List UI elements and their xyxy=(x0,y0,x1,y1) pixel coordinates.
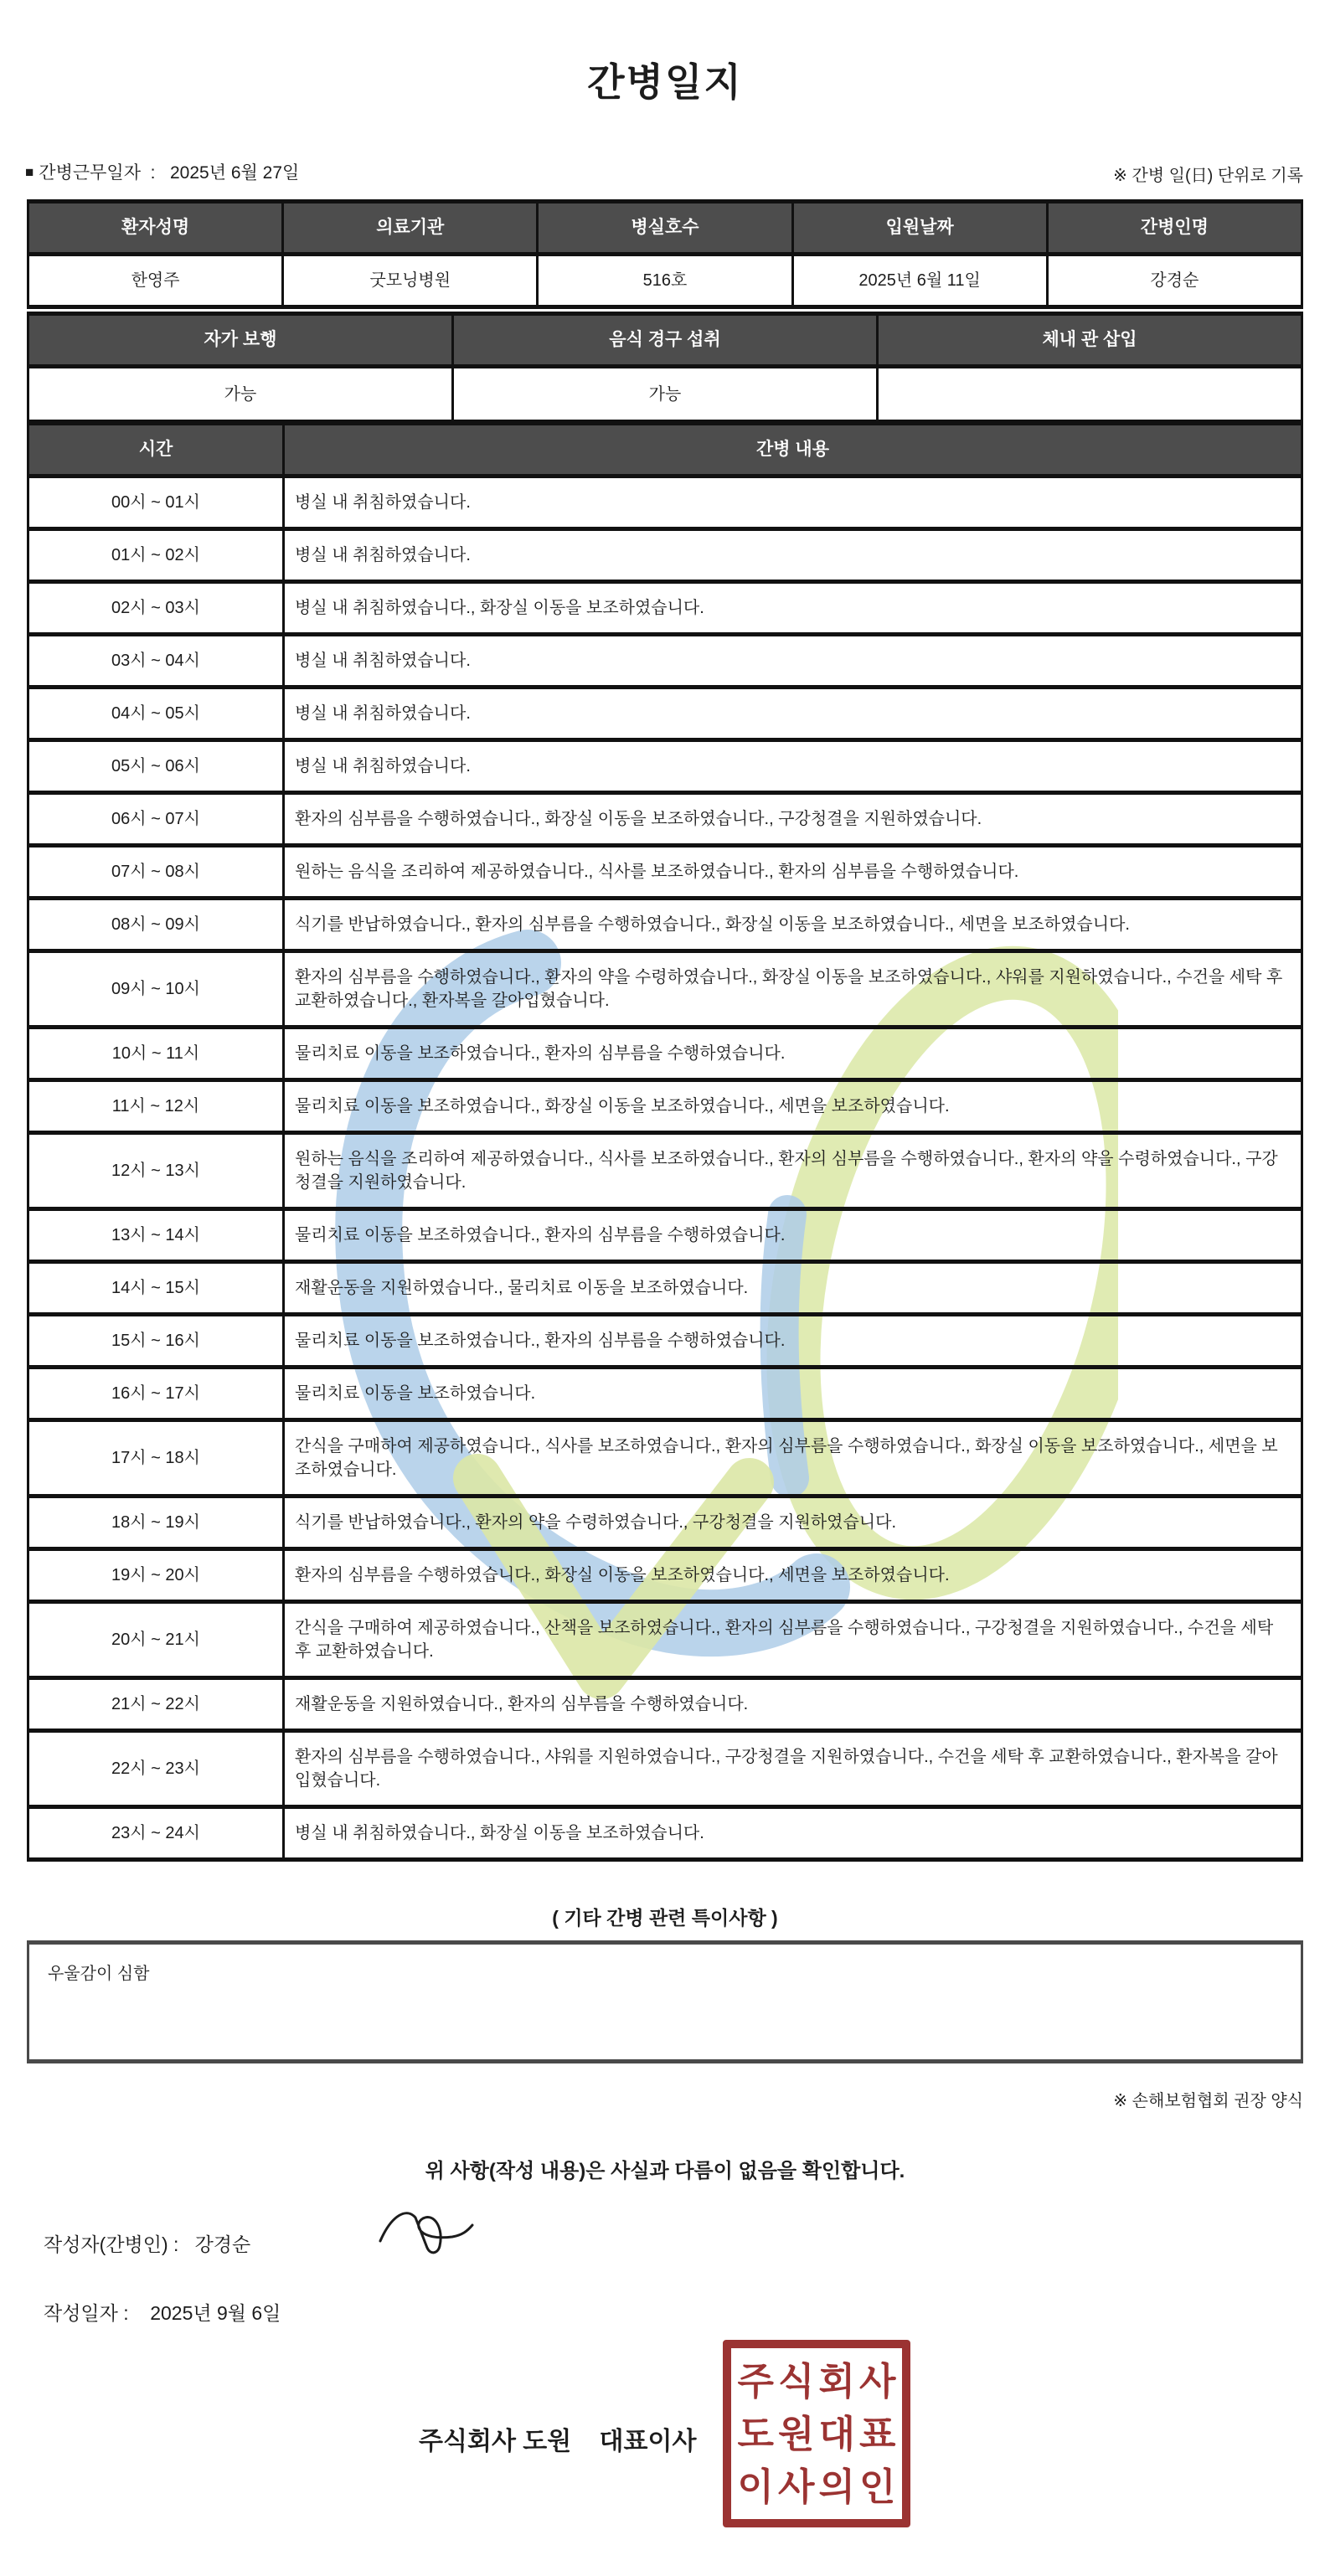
care-content-cell: 재활운동을 지원하였습니다., 물리치료 이동을 보조하였습니다. xyxy=(284,1262,1302,1315)
care-time-cell: 21시 ~ 22시 xyxy=(28,1678,284,1731)
patient-info-value-row xyxy=(28,255,1302,307)
care-content-cell: 물리치료 이동을 보조하였습니다., 환자의 심부름을 수행하였습니다. xyxy=(284,1209,1302,1262)
care-row-21 xyxy=(28,1678,1302,1731)
care-row-19 xyxy=(28,1549,1302,1602)
care-time-cell: 05시 ~ 06시 xyxy=(28,740,284,793)
special-notes-heading: ( 기타 간병 관련 특이사항 ) xyxy=(552,1907,778,1929)
care-content-cell: 간식을 구매하여 제공하였습니다., 식사를 보조하였습니다., 환자의 심부름을 수행하였습니다., 화장실 이동을 보조하였습니다., 세면을 보조하였습니다. xyxy=(284,1420,1302,1497)
care-log-header-row xyxy=(28,424,1302,477)
care-time-cell: 23시 ~ 24시 xyxy=(28,1807,284,1860)
self-walking-value: 가능 xyxy=(28,367,453,422)
medical-institution-value: 굿모닝병원 xyxy=(283,255,538,307)
care-row-16 xyxy=(28,1368,1302,1420)
seal-line-2: 도원대표 xyxy=(737,2412,900,2455)
care-content-cell: 물리치료 이동을 보조하였습니다., 환자의 심부름을 수행하였습니다. xyxy=(284,1315,1302,1368)
tube-insertion-value xyxy=(878,367,1302,422)
col-header-oral-intake: 음식 경구 섭취 xyxy=(453,314,878,367)
company-ceo-line: 주식회사 도원 대표이사 xyxy=(419,2428,697,2455)
square-bullet-icon: ■ xyxy=(25,164,34,180)
care-time-cell: 13시 ~ 14시 xyxy=(28,1209,284,1262)
col-header-self-walking: 자가 보행 xyxy=(28,314,453,367)
care-time-cell: 11시 ~ 12시 xyxy=(28,1080,284,1133)
care-row-06 xyxy=(28,793,1302,846)
care-row-13 xyxy=(28,1209,1302,1262)
care-time-cell: 00시 ~ 01시 xyxy=(28,477,284,529)
care-work-date-text: 간병근무일자 : 2025년 6월 27일 xyxy=(39,163,300,183)
care-row-12 xyxy=(28,1133,1302,1209)
care-content-cell: 병실 내 취침하였습니다. xyxy=(284,740,1302,793)
care-content-cell: 환자의 심부름을 수행하였습니다., 샤워를 지원하였습니다., 구강청결을 지원하였습니다., 수건을 세탁 후 교환하였습니다., 환자복을 갈아입혔습니다. xyxy=(284,1731,1302,1807)
special-notes-box xyxy=(27,1940,1303,2063)
record-unit-note: ※ 간병 일(日) 단위로 기록 xyxy=(1113,167,1303,185)
care-row-01 xyxy=(28,529,1302,582)
care-content-cell: 원하는 음식을 조리하여 제공하였습니다., 식사를 보조하였습니다., 환자의 심부름을 수행하였습니다., 환자의 약을 수령하였습니다., 구강청결을 지원하였습니다. xyxy=(284,1133,1302,1209)
col-header-tube-insertion: 체내 관 삽입 xyxy=(878,314,1302,367)
col-header-medical-institution: 의료기관 xyxy=(283,202,538,255)
care-content-cell: 병실 내 취침하였습니다. xyxy=(284,529,1302,582)
col-header-care-content: 간병 내용 xyxy=(284,424,1302,477)
patient-status-value-row xyxy=(28,367,1302,422)
care-row-00 xyxy=(28,477,1302,529)
care-time-cell: 01시 ~ 02시 xyxy=(28,529,284,582)
care-time-cell: 15시 ~ 16시 xyxy=(28,1315,284,1368)
care-content-cell: 병실 내 취침하였습니다. xyxy=(284,635,1302,688)
care-content-cell: 환자의 심부름을 수행하였습니다., 화장실 이동을 보조하였습니다., 세면을 보조하였습니다. xyxy=(284,1549,1302,1602)
care-row-22 xyxy=(28,1731,1302,1807)
care-content-cell: 재활운동을 지원하였습니다., 환자의 심부름을 수행하였습니다. xyxy=(284,1678,1302,1731)
col-header-caregiver-name: 간병인명 xyxy=(1047,202,1302,255)
care-time-cell: 10시 ~ 11시 xyxy=(28,1028,284,1080)
care-content-cell: 물리치료 이동을 보조하였습니다. xyxy=(284,1368,1302,1420)
care-row-05 xyxy=(28,740,1302,793)
care-row-08 xyxy=(28,899,1302,951)
care-content-cell: 환자의 심부름을 수행하였습니다., 화장실 이동을 보조하였습니다., 구강청결을 지원하였습니다. xyxy=(284,793,1302,846)
care-log-table xyxy=(27,421,1303,1862)
care-time-cell: 03시 ~ 04시 xyxy=(28,635,284,688)
care-row-03 xyxy=(28,635,1302,688)
care-row-07 xyxy=(28,846,1302,899)
care-content-cell: 식기를 반납하였습니다., 환자의 심부름을 수행하였습니다., 화장실 이동을 보조하였습니다., 세면을 보조하였습니다. xyxy=(284,899,1302,951)
care-time-cell: 22시 ~ 23시 xyxy=(28,1731,284,1807)
care-row-11 xyxy=(28,1080,1302,1133)
care-time-cell: 18시 ~ 19시 xyxy=(28,1497,284,1549)
care-time-cell: 12시 ~ 13시 xyxy=(28,1133,284,1209)
care-time-cell: 07시 ~ 08시 xyxy=(28,846,284,899)
care-time-cell: 04시 ~ 05시 xyxy=(28,688,284,740)
care-row-10 xyxy=(28,1028,1302,1080)
care-content-cell: 식기를 반납하였습니다., 환자의 약을 수령하였습니다., 구강청결을 지원하였습니다. xyxy=(284,1497,1302,1549)
care-content-cell: 원하는 음식을 조리하여 제공하였습니다., 식사를 보조하였습니다., 환자의 심부름을 수행하였습니다. xyxy=(284,846,1302,899)
confirmation-statement: 위 사항(작성 내용)은 사실과 다름이 없음을 확인합니다. xyxy=(425,2160,905,2182)
col-header-patient-name: 환자성명 xyxy=(28,202,283,255)
care-time-cell: 06시 ~ 07시 xyxy=(28,793,284,846)
care-content-cell: 병실 내 취침하였습니다. xyxy=(284,688,1302,740)
care-row-09 xyxy=(28,951,1302,1028)
care-content-cell: 환자의 심부름을 수행하였습니다., 환자의 약을 수령하였습니다., 화장실 이동을 보조하였습니다., 샤워를 지원하였습니다., 수건을 세탁 후 교환하였습니다., 환자복을 갈아입혔습니다. xyxy=(284,951,1302,1028)
patient-info-header-row xyxy=(28,202,1302,255)
care-row-15 xyxy=(28,1315,1302,1368)
care-time-cell: 09시 ~ 10시 xyxy=(28,951,284,1028)
care-content-cell: 물리치료 이동을 보조하였습니다., 환자의 심부름을 수행하였습니다. xyxy=(284,1028,1302,1080)
patient-info-table xyxy=(27,199,1303,309)
care-time-cell: 16시 ~ 17시 xyxy=(28,1368,284,1420)
patient-status-table xyxy=(27,312,1303,424)
care-time-cell: 19시 ~ 20시 xyxy=(28,1549,284,1602)
col-header-room-number: 병실호수 xyxy=(538,202,792,255)
care-time-cell: 17시 ~ 18시 xyxy=(28,1420,284,1497)
care-row-04 xyxy=(28,688,1302,740)
care-content-cell: 병실 내 취침하였습니다., 화장실 이동을 보조하였습니다. xyxy=(284,582,1302,635)
corporate-seal-stamp xyxy=(723,2340,910,2527)
col-header-admission-date: 입원날짜 xyxy=(792,202,1047,255)
page-title: 간병일지 xyxy=(587,60,743,104)
patient-status-header-row xyxy=(28,314,1302,367)
care-row-02 xyxy=(28,582,1302,635)
care-row-17 xyxy=(28,1420,1302,1497)
care-time-cell: 20시 ~ 21시 xyxy=(28,1602,284,1678)
care-content-cell: 간식을 구매하여 제공하였습니다., 산책을 보조하였습니다., 환자의 심부름을 수행하였습니다., 구강청결을 지원하였습니다., 수건을 세탁 후 교환하였습니다. xyxy=(284,1602,1302,1678)
special-notes-content: 우울감이 심함 xyxy=(48,1965,150,1983)
care-row-20 xyxy=(28,1602,1302,1678)
care-content-cell: 병실 내 취침하였습니다. xyxy=(284,477,1302,529)
admission-date-value: 2025년 6월 11일 xyxy=(792,255,1047,307)
care-content-cell: 병실 내 취침하였습니다., 화장실 이동을 보조하였습니다. xyxy=(284,1807,1302,1860)
patient-name-value: 한영주 xyxy=(28,255,283,307)
col-header-time: 시간 xyxy=(28,424,284,477)
room-number-value: 516호 xyxy=(538,255,792,307)
care-content-cell: 물리치료 이동을 보조하였습니다., 화장실 이동을 보조하였습니다., 세면을 보조하였습니다. xyxy=(284,1080,1302,1133)
care-row-14 xyxy=(28,1262,1302,1315)
writer-caregiver-line: 작성자(간병인) : 강경순 xyxy=(44,2233,251,2255)
caregiver-signature xyxy=(375,2202,482,2268)
care-time-cell: 08시 ~ 09시 xyxy=(28,899,284,951)
care-time-cell: 02시 ~ 03시 xyxy=(28,582,284,635)
oral-intake-value: 가능 xyxy=(453,367,878,422)
seal-line-1: 주식회사 xyxy=(737,2359,900,2403)
care-work-date xyxy=(25,159,299,184)
written-date-line: 작성일자 : 2025년 9월 6일 xyxy=(44,2302,281,2324)
care-time-cell: 14시 ~ 15시 xyxy=(28,1262,284,1315)
recommended-form-note: ※ 손해보험협회 권장 양식 xyxy=(1113,2092,1303,2110)
care-row-18 xyxy=(28,1497,1302,1549)
care-row-23 xyxy=(28,1807,1302,1860)
caregiver-name-value: 강경순 xyxy=(1047,255,1302,307)
seal-line-3: 이사의인 xyxy=(737,2465,900,2508)
